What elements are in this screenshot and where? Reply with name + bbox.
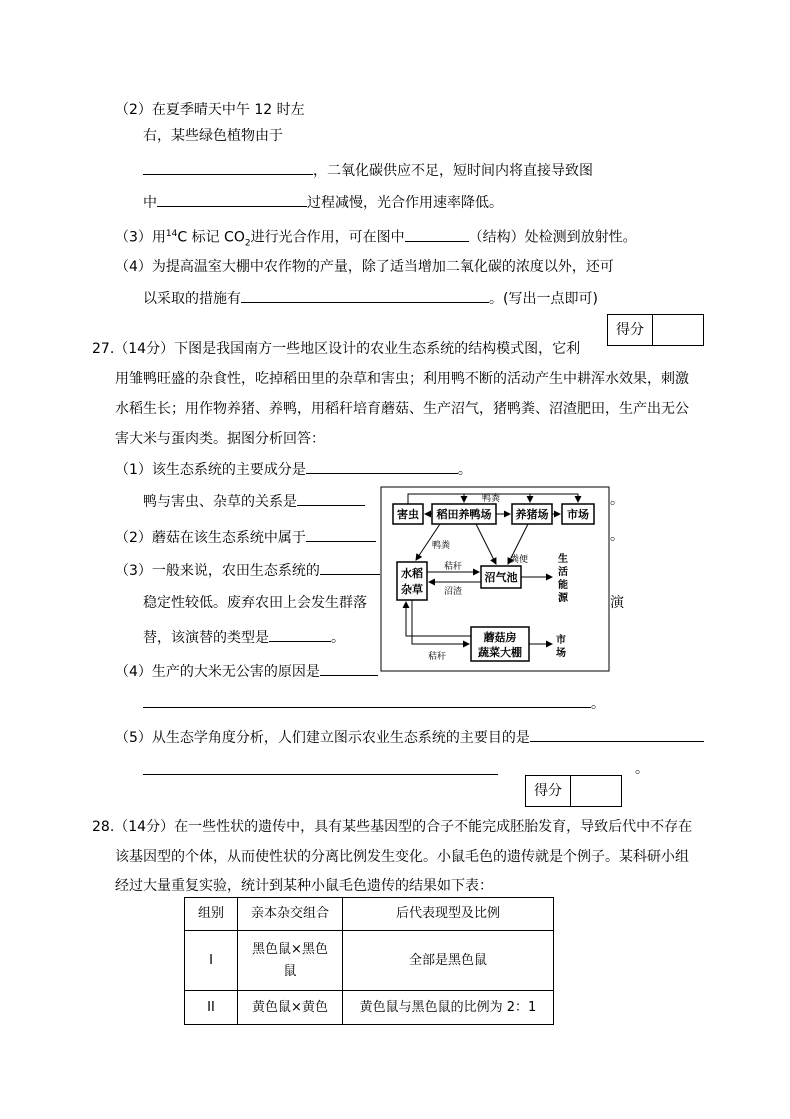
q26-p4-line2: 以采取的措施有 。(写出一点即可) [143, 288, 598, 308]
table-header-cell: 亲本杂交组合 [238, 898, 343, 931]
label-life-energy-2: 活 [558, 567, 568, 578]
results-table [184, 897, 554, 1025]
table-row [185, 931, 554, 991]
arrow-rice-mush [412, 600, 469, 644]
answer-blank[interactable] [157, 192, 307, 207]
answer-blank[interactable] [143, 760, 498, 775]
answer-blank[interactable] [306, 527, 376, 542]
box-weeds-label: 杂草 [401, 583, 423, 596]
q27-s5: （5）从生态学角度分析，人们建立图示农业生态系统的主要目的是 [115, 727, 704, 747]
score-box [525, 775, 622, 807]
table-cell-cross: 黄色鼠×黄色 [238, 991, 343, 1025]
table-cell-cross: 黑色鼠×黑色 鼠 [238, 931, 343, 991]
q26-p2-line4: 中 过程减慢，光合作用速率降低。 [143, 192, 503, 212]
q28-intro-line1: 28.（14分）在一些性状的遗传中，具有某些基因型的合子不能完成胚胎发育，导致后代中不存在 [92, 819, 693, 835]
score-box [607, 314, 704, 346]
box-mushroom-label: 蘑菇房 [483, 631, 517, 644]
q27-s1b-end: 。 [610, 492, 624, 508]
score-label: 得分 [608, 315, 653, 345]
box-pests-label: 害虫 [397, 508, 419, 521]
q26-p2-line2: 右，某些绿色植物由于 [143, 128, 283, 144]
q27-s3-line2-end: 演 [610, 595, 624, 611]
q27-s1b: 鸭与害虫、杂草的关系是 [143, 491, 365, 511]
answer-blank[interactable] [306, 459, 458, 474]
answer-blank[interactable] [320, 661, 378, 676]
q27-intro-line2: 用雏鸭旺盛的杂食性，吃掉稻田里的杂草和害虫；利用鸭不断的活动产生中耕浑水效果，刺激 [115, 371, 689, 387]
box-duckfarm-label: 稻田养鸭场 [436, 508, 492, 521]
label-life-energy-3: 能 [558, 580, 568, 591]
label-residue: 沼渣 [444, 587, 463, 597]
q27-s5-line2 [143, 760, 498, 780]
score-label: 得分 [526, 776, 571, 806]
q26-p4-line1: （4）为提高温室大棚中农作物的产量，除了适当增加二氧化碳的浓度以外，还可 [115, 259, 614, 275]
label-life-energy-4: 源 [558, 593, 568, 604]
q26-p3: （3）用$^{14}$C 标记 $CO_2$进行光合作用，可在图中 （结构）处检测到放射性。 [115, 225, 637, 252]
label-market-v-2: 场 [556, 648, 566, 659]
q27-s5-end: 。 [635, 761, 649, 777]
table-header-row [185, 898, 554, 931]
score-input[interactable] [571, 776, 621, 806]
table-header-cell: 后代表现型及比例 [343, 898, 554, 931]
box-market-label: 市场 [567, 508, 589, 521]
q28-intro-line2: 该基因型的个体，从而使性状的分离比例发生变化。小鼠毛色的遗传就是个例子。某科研小组 [115, 849, 689, 865]
q27-s3: （3）一般来说，农田生态系统的 [115, 560, 380, 580]
box-greenhouse-label: 蔬菜大棚 [478, 646, 522, 659]
label-duck-dung-mid: 鸭粪 [432, 541, 451, 551]
q27-s4-line2: 。 [143, 693, 605, 713]
arrow-mush-rice [406, 602, 471, 636]
table-cell-group: I [185, 931, 238, 991]
answer-blank[interactable] [143, 160, 313, 175]
answer-blank[interactable] [241, 288, 489, 303]
q27-s2: （2）蘑菇在该生态系统中属于 [115, 527, 376, 547]
q26-p2-line1: （2）在夏季晴天中午 12 时左 [115, 102, 305, 118]
q27-s1: （1）该生态系统的主要成分是 。 [115, 459, 472, 479]
q27-s4: （4）生产的大米无公害的原因是 [115, 661, 378, 681]
table-row [185, 991, 554, 1025]
box-pigfarm-label: 养猪场 [515, 508, 549, 521]
label-life-energy-1: 生 [558, 554, 568, 565]
q28-intro-line3: 经过大量重复实验，统计到某种小鼠毛色遗传的结果如下表： [115, 878, 493, 894]
label-duck-dung-top: 鸭粪 [482, 494, 501, 504]
q27-s3-line2: 稳定性较低。废弃农田上会发生群落 [143, 595, 367, 611]
score-input[interactable] [653, 315, 703, 345]
answer-blank[interactable] [530, 727, 704, 742]
table-cell-result: 黄色鼠与黑色鼠的比例为 2：1 [343, 991, 554, 1025]
answer-blank[interactable] [297, 491, 365, 506]
answer-blank[interactable] [405, 227, 469, 242]
table-header-cell: 组别 [185, 898, 238, 931]
label-straw-2: 秸秆 [428, 652, 447, 662]
table-cell-group: II [185, 991, 238, 1025]
label-straw-1: 秸秆 [444, 562, 463, 572]
q26-p2-line3: ，二氧化碳供应不足，短时间内将直接导致图 [143, 160, 593, 180]
q27-intro-line4: 害大米与蛋肉类。据图分析回答： [115, 431, 325, 447]
answer-blank[interactable] [269, 627, 331, 642]
arrow-duck-biogas [476, 524, 496, 564]
ecosystem-diagram [380, 486, 610, 676]
box-rice-label: 水稻 [401, 567, 423, 580]
q27-s2-end: 。 [610, 528, 624, 544]
q27-intro-line3: 水稻生长；用作物养猪、养鸭，用稻秆培育蘑菇、生产沼气，猪鸭粪、沼渣肥田，生产出无公 [115, 401, 689, 417]
answer-blank[interactable] [143, 693, 591, 708]
q27-intro-line1: 27.（14分）下图是我国南方一些地区设计的农业生态系统的结构模式图，它利 [92, 341, 581, 357]
label-manure: 粪便 [510, 555, 529, 565]
label-market-v-1: 市 [556, 635, 566, 646]
table-cell-result: 全部是黑色鼠 [343, 931, 554, 991]
box-biogas-label: 沼气池 [484, 571, 518, 584]
answer-blank[interactable] [320, 560, 380, 575]
q27-s3-line3: 替，该演替的类型是 。 [143, 627, 345, 647]
